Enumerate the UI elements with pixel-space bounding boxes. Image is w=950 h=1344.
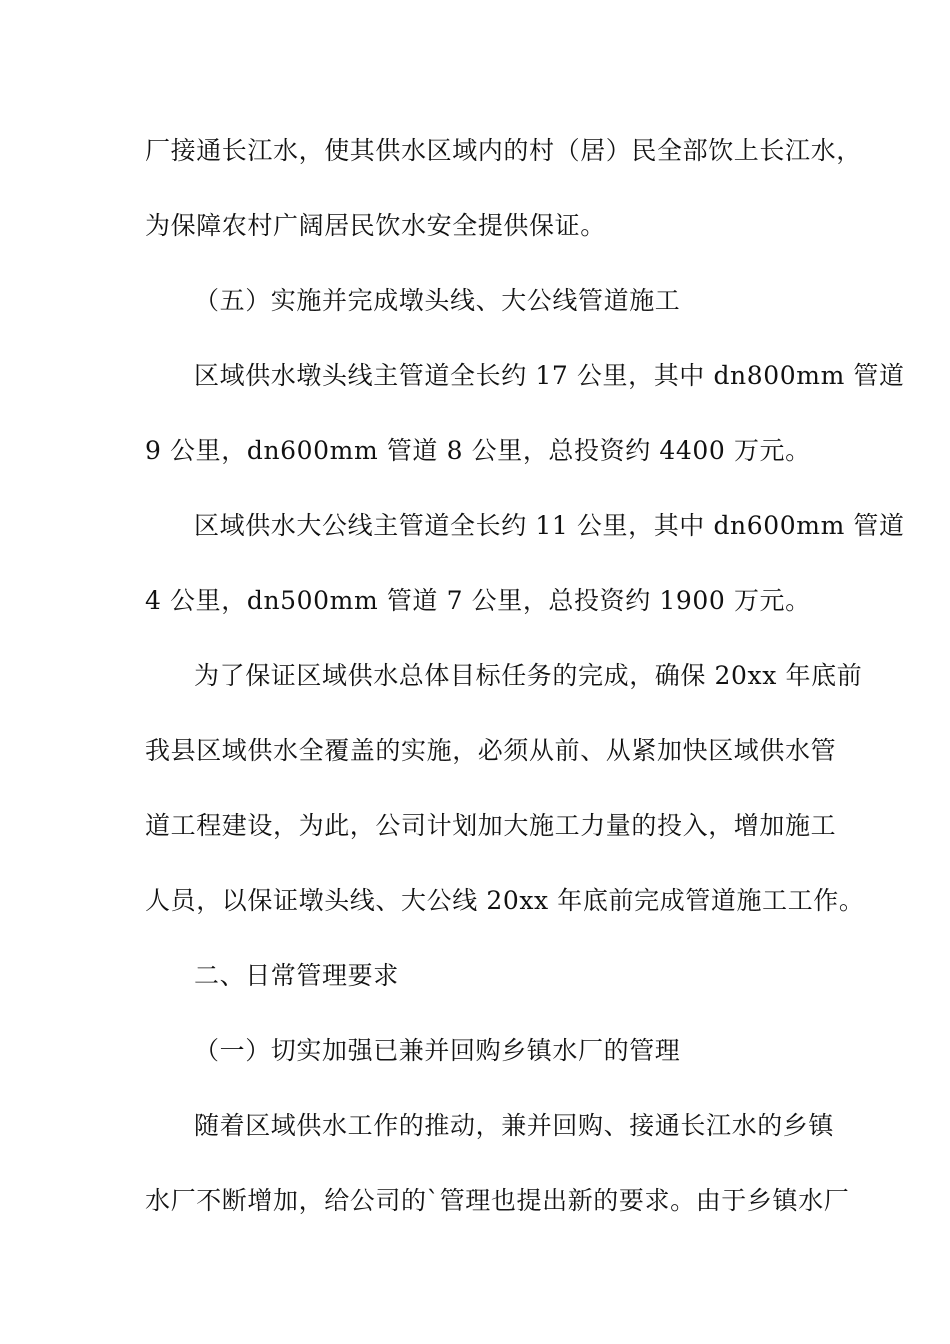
text-line: 区域供水墩头线主管道全长约 17 公里，其中 dn800mm 管道 <box>194 361 905 390</box>
text-line: 9 公里，dn600mm 管道 8 公里，总投资约 4400 万元。 <box>145 436 811 465</box>
text-line: 为保障农村广阔居民饮水安全提供保证。 <box>145 211 606 240</box>
section-heading: （一）切实加强已兼并回购乡镇水厂的管理 <box>194 1036 681 1065</box>
section-heading: 二、日常管理要求 <box>194 961 399 990</box>
text-line: 为了保证区域供水总体目标任务的完成，确保 20xx 年底前 <box>194 661 863 690</box>
text-line: 人员，以保证墩头线、大公线 20xx 年底前完成管道施工工作。 <box>145 886 865 915</box>
text-line: 4 公里，dn500mm 管道 7 公里，总投资约 1900 万元。 <box>145 586 811 615</box>
text-line: 区域供水大公线主管道全长约 11 公里，其中 dn600mm 管道 <box>194 511 905 540</box>
text-line: 道工程建设，为此，公司计划加大施工力量的投入，增加施工 <box>145 811 837 840</box>
text-line: 我县区域供水全覆盖的实施，必须从前、从紧加快区域供水管 <box>145 736 837 765</box>
section-heading: （五）实施并完成墩头线、大公线管道施工 <box>194 286 681 315</box>
text-line: 厂接通长江水，使其供水区域内的村（居）民全部饮上长江水， <box>145 136 862 165</box>
text-line: 随着区域供水工作的推动，兼并回购、接通长江水的乡镇 <box>194 1111 835 1140</box>
text-line: 水厂不断增加，给公司的`管理也提出新的要求。由于乡镇水厂 <box>145 1186 850 1215</box>
